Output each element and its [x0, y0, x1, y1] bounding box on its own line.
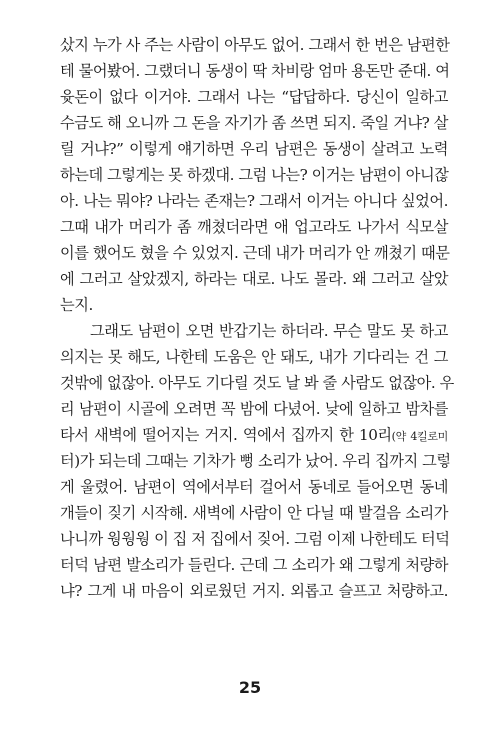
text-line: 하는데 그렇게는 못 하겠대. 그럼 나는? 이거는 남편이 아니잖 [60, 166, 449, 184]
text-line-main: 타서 새벽에 떨어지는 거지. 역에서 집까지 한 10리 [60, 426, 392, 444]
text-line: 이를 했어도 혔을 수 있었지. 근데 내가 머리가 안 깨쳤기 때문 [60, 244, 450, 262]
text-line: 릴 거냐?” 이렇게 얘기하면 우리 남편은 동생이 살려고 노력 [60, 140, 448, 158]
text-line: 윳돈이 없다 이거야. 그래서 나는 “답답하다. 당신이 일하고 [60, 88, 448, 106]
text-line: 그때 내가 머리가 좀 깨쳤더라면 애 업고라도 나가서 식모살 [60, 218, 448, 236]
text-line: 아. 나는 뭐야? 나라는 존재는? 그래서 이거는 아니다 싶었어. [60, 192, 448, 210]
body-text [60, 32, 454, 604]
text-line: 수금도 해 오니까 그 돈을 자기가 좀 쓰면 되지. 죽일 거냐? 살 [60, 114, 448, 132]
text-line: 그래도 남편이 오면 반갑기는 하더라. 무슨 말도 못 하고 [90, 322, 448, 340]
text-line: 리 남편이 시골에 오려면 꼭 밤에 다녔어. 낮에 일하고 밤차를 [60, 400, 448, 418]
text-line: 개들이 짖기 시작해. 새벽에 사람이 안 다닐 때 발걸음 소리가 [60, 504, 448, 522]
distance-note: (약 4킬로미 [391, 430, 448, 443]
text-line: 의지는 못 해도, 나한테 도움은 안 돼도, 내가 기다리는 건 그 [60, 348, 448, 366]
text-line: 냐? 그게 내 마음이 외로웠던 거지. 외롭고 슬프고 처량하고. [60, 582, 448, 600]
text-line: 게 울렸어. 남편이 역에서부터 걸어서 동네로 들어오면 동네 [60, 478, 448, 496]
text-line: 테 물어봤어. 그랬더니 동생이 딱 차비랑 엄마 용돈만 준대. 여 [60, 62, 450, 80]
text-line: 것밖에 없잖아. 아무도 기다릴 것도 날 봐 줄 사람도 없잖아. 우 [60, 374, 454, 392]
text-line: 터덕 남편 발소리가 들린다. 근데 그 소리가 왜 그렇게 처량하 [60, 556, 448, 574]
text-line: 터)가 되는데 그때는 기차가 뻥 소리가 났어. 우리 집까지 그렇 [60, 452, 451, 470]
text-line: 는지. [60, 296, 93, 314]
page-number: 25 [238, 678, 262, 697]
text-line: 샀지 누가 사 주는 사람이 아무도 없어. 그래서 한 번은 남편한 [60, 36, 450, 54]
text-line: 나니까 웡웡웡 이 집 저 집에서 짖어. 그럼 이제 나한테도 터덕 [60, 530, 450, 548]
text-line-with-note [60, 422, 448, 448]
text-line: 에 그러고 살았겠지, 하라는 대로. 나도 몰라. 왜 그러고 살았 [60, 270, 448, 288]
